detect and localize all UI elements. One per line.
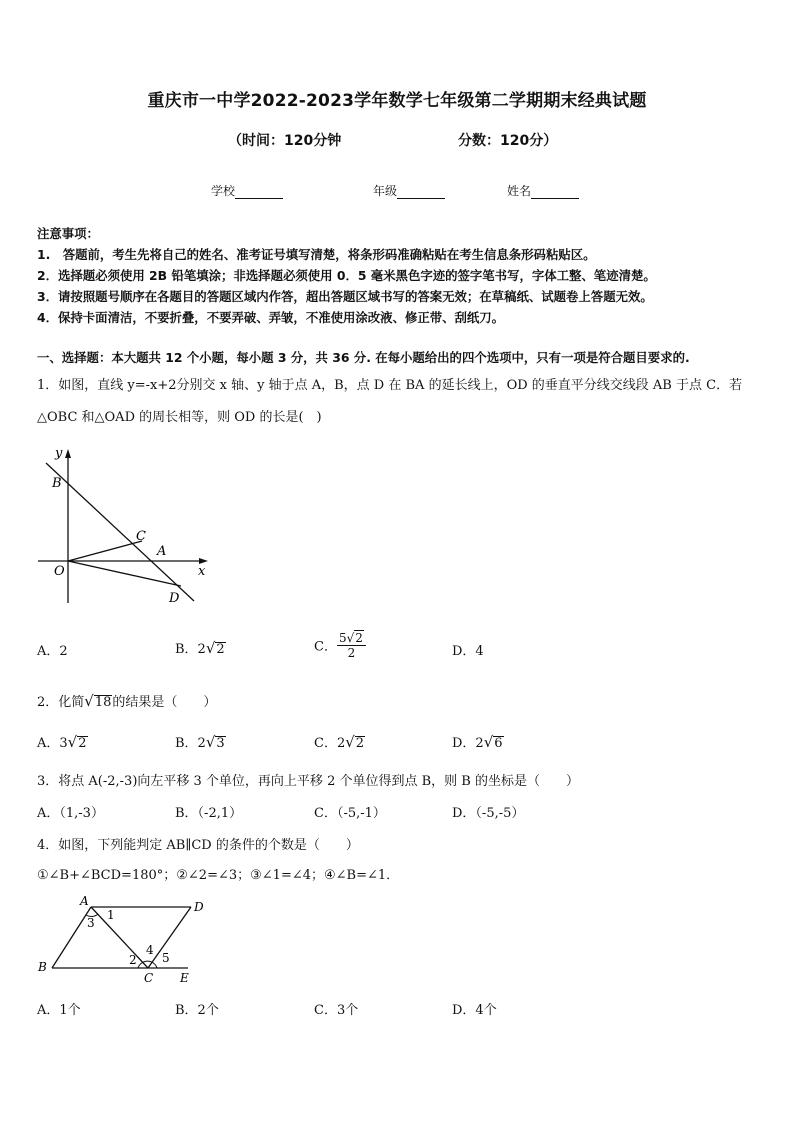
- q2-option-b-coef: B．2: [175, 736, 206, 751]
- q3-option-c: C．（-5,-1）: [314, 806, 386, 821]
- q2-option-c-coef: C．2: [314, 736, 346, 751]
- exam-time: （时间：120分钟: [228, 133, 342, 149]
- label-A: A: [80, 894, 89, 908]
- q2-option-a-coef: A．3: [37, 736, 68, 751]
- q3-option-b: B．（-2,1）: [175, 806, 243, 821]
- sqrt-icon: √: [345, 733, 355, 751]
- school-blank: [235, 186, 283, 199]
- label-B: B: [52, 476, 62, 491]
- q2-stem-prefix: 2．化简: [37, 695, 85, 710]
- label-y: y: [55, 446, 63, 461]
- label-C: C: [136, 529, 146, 544]
- segment-AB: [52, 907, 91, 968]
- sqrt-icon: √: [483, 733, 494, 751]
- q2-option-b-radicand: 3: [216, 736, 225, 751]
- q1-option-c-label: C．: [314, 639, 337, 655]
- sqrt-icon: √: [205, 639, 216, 657]
- note-item-1: 1. 答题前，考生先将自己的姓名、准考证号填写清楚，将条形码准确粘贴在考生信息条形码粘贴区。: [37, 247, 596, 262]
- label-D: D: [169, 591, 180, 606]
- label-E: E: [180, 971, 189, 985]
- q2-option-d-radicand: 6: [494, 736, 503, 751]
- q4-conditions: ①∠B+∠BCD=180°；②∠2=∠3；③∠1=∠4；④∠B=∠1．: [37, 868, 400, 883]
- q2-stem: [37, 691, 216, 710]
- label-D: D: [194, 900, 204, 914]
- q2-option-a: [37, 732, 88, 751]
- sqrt-icon: √: [346, 631, 355, 645]
- q3-option-d: D．（-5,-5）: [452, 806, 525, 821]
- q1-option-b-coef: B．2: [175, 642, 206, 657]
- q1-option-c-num-coef: 5: [338, 631, 347, 645]
- q1-stem-line2: △OBC 和△OAD 的周长相等，则 OD 的长是( ): [37, 410, 322, 425]
- sqrt-icon: √: [84, 692, 94, 710]
- q1-option-c-fraction: [337, 630, 366, 660]
- label-C: C: [144, 971, 154, 985]
- q4-figure: [36, 892, 206, 987]
- grade-blank: [397, 186, 445, 199]
- segment-AC: [91, 907, 148, 968]
- q1-stem-line1: 1．如图，直线 y=-x+2分别交 x 轴、y 轴于点 A，B，点 D 在 BA 的延长线上，OD 的垂直平分线交线段 AB 于点 C．若: [37, 378, 743, 393]
- angle-label-2: 2: [129, 953, 137, 967]
- q4-stem: 4．如图，下列能判定 AB∥CD 的条件的个数是（ ）: [37, 838, 359, 853]
- angle-label-3: 3: [87, 916, 95, 930]
- q2-radicand: 18: [94, 695, 112, 710]
- exam-score: 分数：120分）: [458, 133, 558, 149]
- q2-option-a-radicand: 2: [78, 736, 87, 751]
- segment-OC: [68, 541, 142, 561]
- q2-option-c-radicand: 2: [355, 736, 365, 751]
- school-label: 学校: [211, 184, 236, 198]
- q1-option-b-radicand: 2: [216, 642, 225, 657]
- q2-option-d: [452, 732, 504, 751]
- notes-heading: 注意事项：: [37, 226, 99, 241]
- q4-option-c: C．3个: [314, 1003, 359, 1018]
- q1-option-b: [175, 638, 226, 657]
- label-B: B: [38, 960, 47, 974]
- label-O: O: [54, 564, 65, 579]
- q1-option-a: A．2: [37, 644, 68, 659]
- note-item-2: 2．选择题必须使用 2B 铅笔填涂；非选择题必须使用 0．5 毫米黑色字迹的签字笔书写，字体工整、笔迹清楚。: [37, 268, 656, 283]
- section-title: 一、选择题：本大题共 12 个小题，每小题 3 分，共 36 分. 在每小题给出的四个选项中，只有一项是符合题目要求的.: [37, 350, 690, 365]
- q1-option-d: D．4: [452, 644, 484, 659]
- q1-option-c-denominator: 2: [347, 646, 356, 660]
- grade-field: [373, 182, 445, 199]
- q2-option-d-coef: D．2: [452, 736, 484, 751]
- name-blank: [531, 186, 579, 199]
- school-field: [211, 182, 283, 199]
- page-title: 重庆市一中学2022-2023学年数学七年级第二学期期末经典试题: [147, 91, 647, 111]
- q2-option-b: [175, 732, 226, 751]
- q4-option-a: A．1个: [37, 1003, 81, 1018]
- label-A: A: [157, 544, 167, 559]
- angle-label-5: 5: [162, 951, 170, 965]
- q2-stem-suffix: 的结果是（ ）: [112, 695, 217, 710]
- q1-option-c: [314, 630, 366, 660]
- angle-label-1: 1: [107, 908, 115, 922]
- sqrt-icon: √: [205, 733, 216, 751]
- q1-figure: [36, 445, 216, 610]
- note-item-3: 3．请按照题号顺序在各题目的答题区域内作答，超出答题区域书写的答案无效；在草稿纸、试题卷上答题无效。: [37, 289, 653, 304]
- angle-label-4: 4: [146, 943, 154, 957]
- name-label: 姓名: [507, 184, 532, 198]
- note-item-4: 4．保持卡面清洁，不要折叠，不要弄破、弄皱，不准使用涂改液、修正带、刮纸刀。: [37, 310, 505, 325]
- q3-option-a: A．（1,-3）: [37, 806, 104, 821]
- y-axis-arrow: [65, 449, 71, 458]
- grade-label: 年级: [373, 184, 398, 198]
- q1-option-c-num-radicand: 2: [355, 631, 363, 645]
- q2-option-c: [314, 732, 365, 751]
- label-x: x: [198, 564, 206, 579]
- name-field: [507, 182, 579, 199]
- q4-option-b: B．2个: [175, 1003, 219, 1018]
- q3-stem: 3．将点 A(-2,-3)向左平移 3 个单位，再向上平移 2 个单位得到点 B，则 B 的坐标是（ ）: [37, 774, 579, 789]
- q4-option-d: D．4个: [452, 1003, 497, 1018]
- sqrt-icon: √: [67, 733, 78, 751]
